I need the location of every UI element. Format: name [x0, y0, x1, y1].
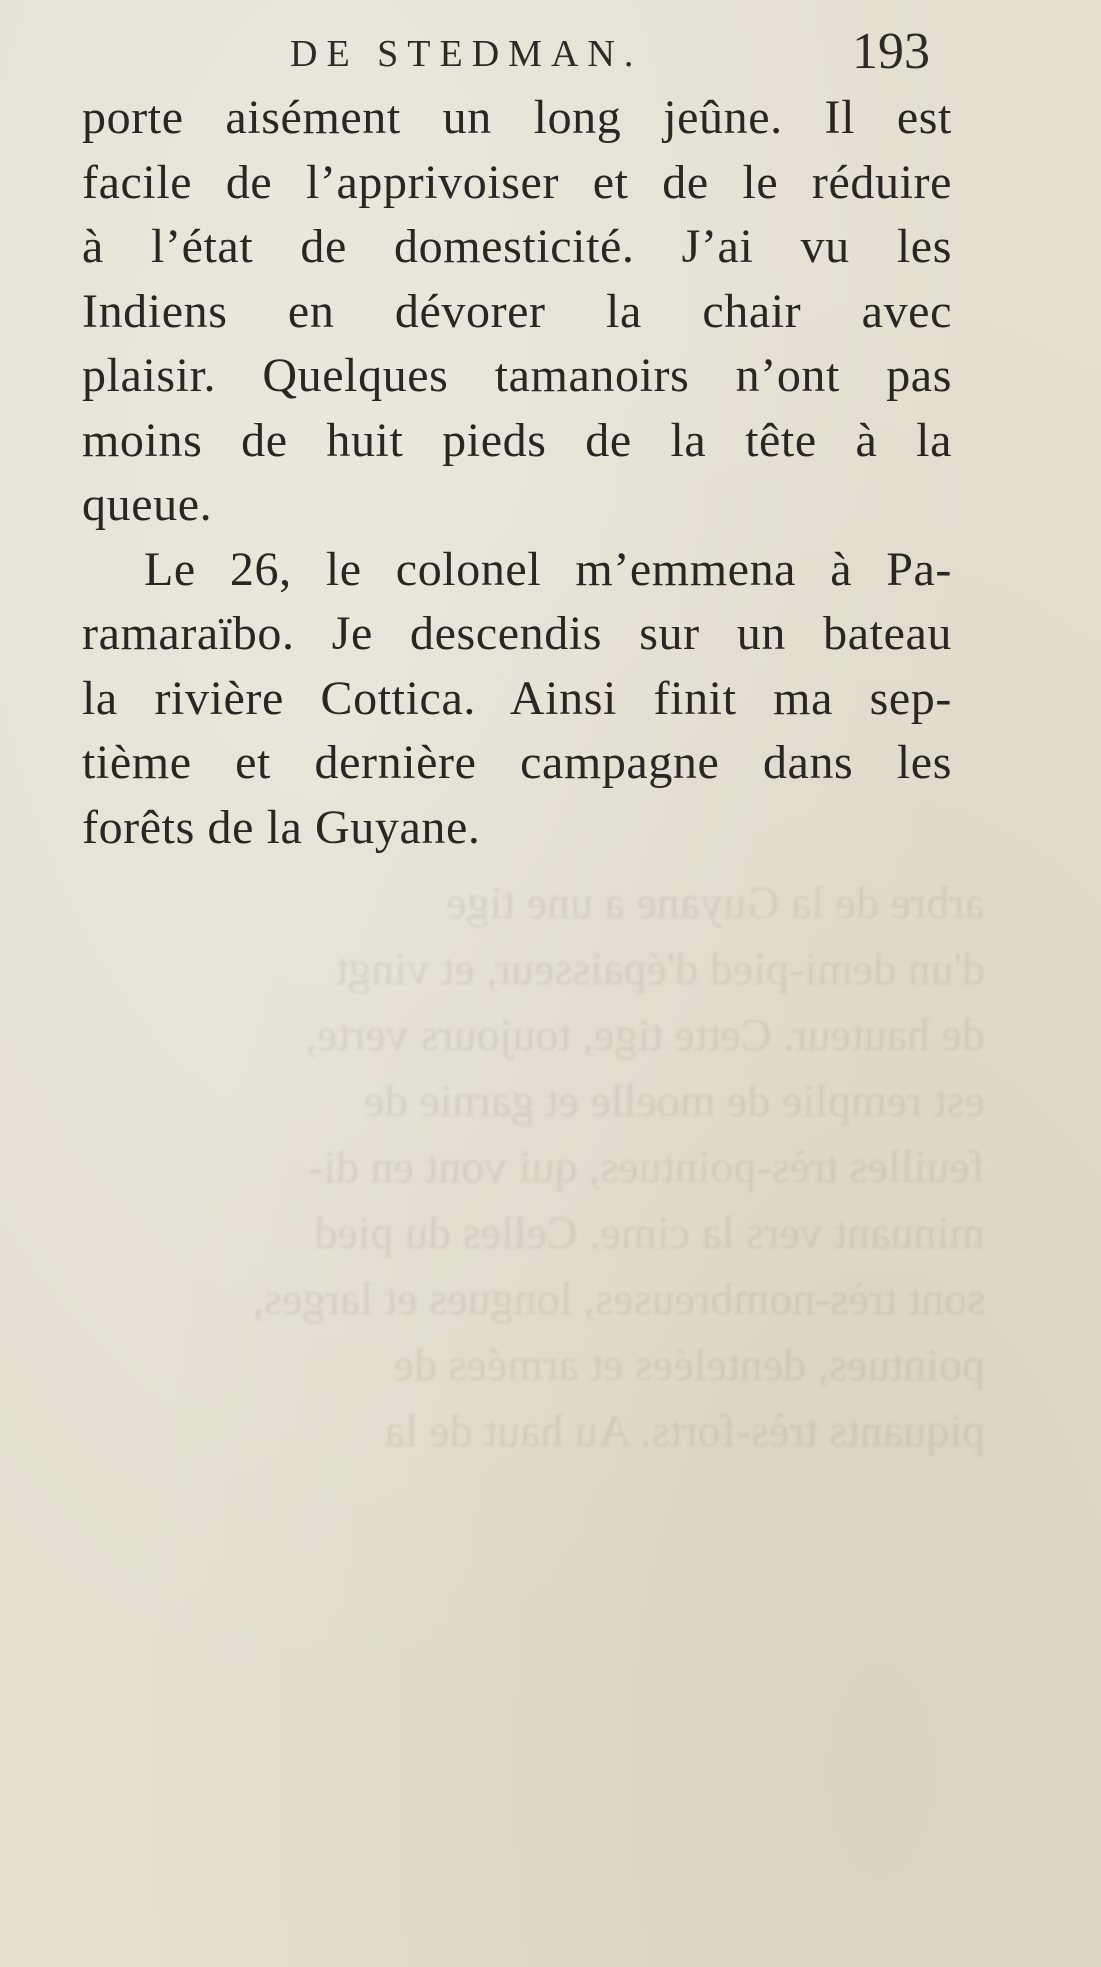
- text-line: forêts de la Guyane.: [82, 800, 481, 854]
- body-text: [82, 86, 952, 860]
- text-line: à l’état de domesticité. J’ai vu les: [82, 220, 952, 273]
- text-line: porte aisément un long jeûne. Il est: [82, 91, 952, 144]
- text-line: la rivière Cottica. Ainsi finit ma sep-: [82, 671, 952, 725]
- paragraph-2: [82, 538, 952, 861]
- text-line: moins de huit pieds de la tête à la: [82, 413, 952, 467]
- text-line: ramaraïbo. Je descendis sur un bateau: [82, 607, 952, 660]
- text-line: facile de l’apprivoiser et de le réduire: [82, 155, 952, 209]
- running-head: DE STEDMAN.: [290, 33, 643, 75]
- paragraph-1: [82, 86, 952, 538]
- page-number: 193: [852, 23, 930, 80]
- text-line: tième et dernière campagne dans les: [82, 736, 952, 789]
- page-header: [0, 22, 1101, 82]
- text-line: plaisir. Quelques tamanoirs n’ont pas: [82, 349, 952, 402]
- text-line: queue.: [82, 478, 213, 531]
- text-line: Le 26, le colonel m’emmena à Pa-: [144, 542, 952, 596]
- text-line: Indiens en dévorer la chair avec: [82, 284, 952, 338]
- show-through-texture: arbre de la Guyane a une tige d'un demi-pied d'épaisseur, et vingt de hauteur. Cette tige, toujours verte, est remplie de moelle et garnie de feuilles très-pointues, qui vont en di- minuant vers la cime. Celles du pied sont très-nombreuses, longues et larges, pointues, dentelées et armées de piquants très-forts. Au haut de la: [252, 877, 985, 1456]
